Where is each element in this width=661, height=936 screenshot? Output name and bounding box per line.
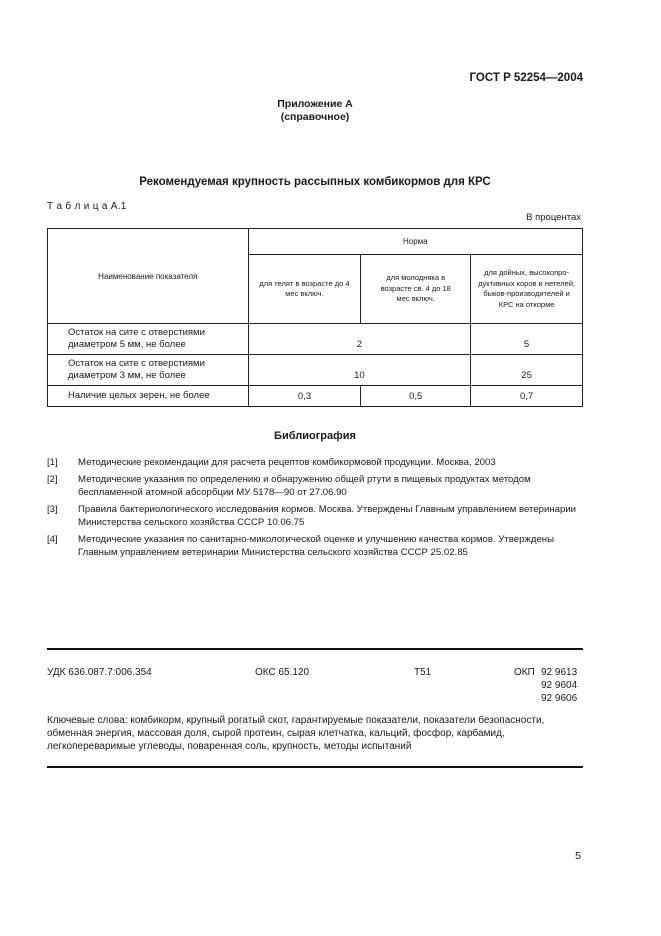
table-label: Т а б л и ц а А.1 (47, 201, 127, 212)
standard-number: ГОСТ Р 52254—2004 (469, 72, 583, 84)
cell-value: 10 (248, 355, 471, 386)
bibliography-item (47, 473, 583, 499)
footer-rule-bottom (47, 766, 583, 768)
bibliography-number: [3] (47, 504, 58, 515)
footer-rule (47, 648, 583, 650)
bibliography-text: Правила бактериологического исследования кормов. Москва. Утверждены Главным управлением ветеринарии Министерства сельского хозяйства СССР 10.06.75 (78, 504, 577, 528)
row-name: Остаток на сите с отверстиями диаметром 5 мм, не более (48, 324, 249, 355)
bibliography-item (47, 456, 583, 469)
oks-code: ОКС 65.120 (255, 667, 310, 678)
col-header-calves: для телят в возрасте до 4 мес включ. (248, 255, 361, 324)
cell-value: 2 (248, 324, 471, 355)
t-code: Т51 (414, 667, 432, 678)
okp-codes (541, 666, 577, 705)
bibliography-text: Методические указания по санитарно-микологической оценке и улучшению качества кормов. Утверждены Главным управлением ветеринарии Министерства сельского хозяйства СССР 25.02.85 (78, 534, 555, 558)
cell-value: 0,7 (471, 386, 583, 407)
bibliography-number: [4] (47, 534, 58, 545)
page-number: 5 (575, 850, 581, 862)
bibliography-title: Библиография (274, 430, 356, 442)
okp-code: 92 9606 (541, 693, 578, 704)
cell-value: 5 (471, 324, 583, 355)
granularity-table (47, 228, 583, 407)
cell-value: 25 (471, 355, 583, 386)
udk-code: УДК 636.087.7:006.354 (47, 667, 152, 678)
section-title: Рекомендуемая крупность рассыпных комбикормов для КРС (139, 176, 491, 188)
row-name: Остаток на сите с отверстиями диаметром 3 мм, не более (48, 355, 249, 386)
annex-subtitle: (справочное) (280, 111, 350, 123)
bibliography-number: [1] (47, 457, 58, 468)
table-row (48, 386, 583, 407)
cell-value: 0,5 (361, 386, 471, 407)
okp-code: 92 9613 (541, 667, 578, 678)
bibliography-text: Методические рекомендации для расчета рецептов комбикормовой продукции. Москва, 2003 (78, 457, 496, 468)
okp-label: ОКП (514, 667, 535, 678)
annex-heading (0, 98, 630, 124)
annex-title: Приложение А (277, 98, 353, 110)
bibliography-item (47, 503, 583, 529)
bibliography-number: [2] (47, 474, 58, 485)
table-units: В процентах (526, 212, 581, 223)
table-header-row (48, 229, 583, 255)
row-name: Наличие целых зерен, не более (48, 386, 249, 407)
table-row (48, 355, 583, 386)
bibliography-item (47, 533, 583, 559)
col-header-norma: Норма (248, 229, 582, 255)
okp-code: 92 9604 (541, 680, 578, 691)
col-header-name: Наименование показателя (48, 229, 249, 324)
table-row (48, 324, 583, 355)
cell-value: 0,3 (248, 386, 361, 407)
col-header-young: для молодняка в возрасте св. 4 до 18 мес включ. (361, 255, 471, 324)
col-header-cows: для дойных, высокопро-дуктивных коров и нетелей, быков-производителей и КРС на откорме (471, 255, 583, 324)
bibliography-text: Методические указания по определению и обнаружению общей ртути в пищевых продуктах методом беспламенной атомной абсорбции МУ 5178—90 от 27.06.90 (78, 474, 531, 498)
keywords: Ключевые слова: комбикорм, крупный рогатый скот, гарантируемые показатели, показатели безопасности, обменная энергия, массовая доля, сырой протеин, сырая клетчатка, кальций, фосфор, карбамид, легкопереваримые углеводы, поваренная соль, крупность, методы испытаний (47, 715, 545, 752)
